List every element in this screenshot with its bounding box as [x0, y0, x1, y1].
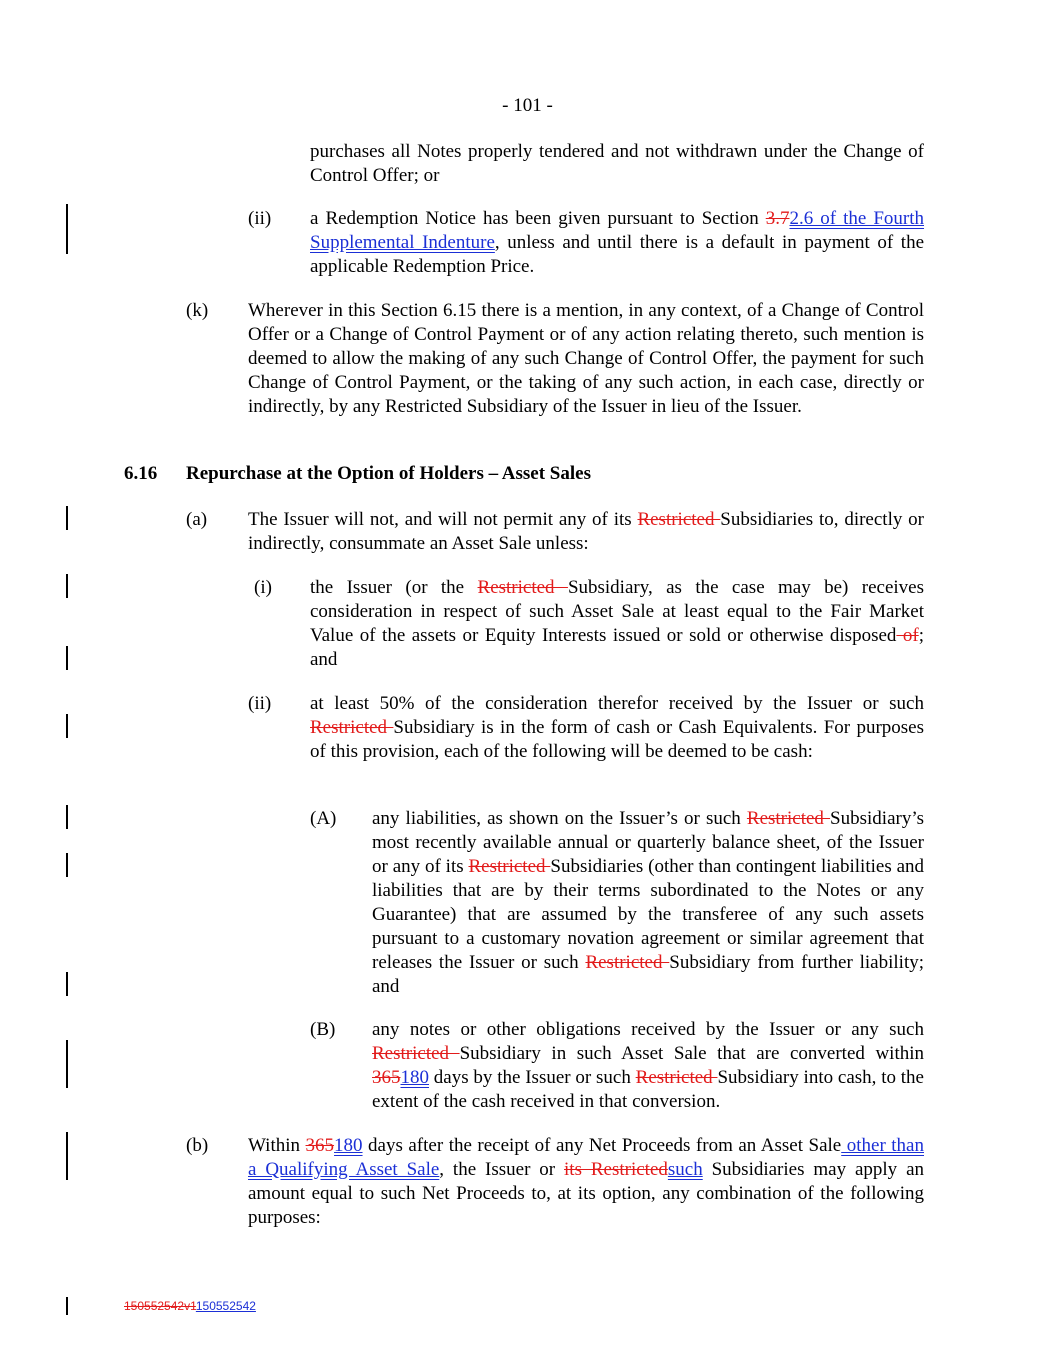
clause-label-i: (i)	[254, 577, 272, 598]
inserted-text: 180	[334, 1135, 363, 1156]
clause-ii-redemption-notice	[310, 207, 924, 279]
deleted-text: 150552542v1	[124, 1299, 196, 1313]
inserted-text: 180	[400, 1067, 429, 1088]
clause-text: , the Issuer or	[439, 1159, 565, 1180]
clause-k	[248, 299, 924, 419]
paragraph-continuation	[310, 140, 924, 188]
clause-text: Subsidiary from further liability; and	[372, 952, 925, 997]
inserted-text: other than a Qualifying Asset Sale	[248, 1135, 924, 1180]
clause-text: Subsidiary in such Asset Sale that are converted within	[459, 1043, 924, 1064]
clause-text: a Redemption Notice has been given pursuant to Section	[310, 208, 766, 229]
deleted-text: Restricted	[372, 1043, 460, 1064]
clause-ii-consideration	[310, 692, 924, 764]
change-bar	[66, 574, 68, 598]
deleted-text: Restricted	[310, 717, 394, 738]
deleted-text: Restricted	[746, 808, 831, 829]
change-bar	[66, 1132, 68, 1180]
clause-B	[372, 1018, 924, 1114]
clause-text: days by the Issuer or such	[429, 1067, 636, 1088]
clause-text: Subsidiaries (other than contingent liabilities and liabilities that are by their terms subordinated to the Notes or any Guarantee) that are assumed by the transferee of any such assets pursuant to a customary novation agreement or similar agreement that releases the Issuer or such	[372, 856, 925, 973]
deleted-text: 365	[305, 1135, 335, 1156]
deleted-text: Restricted	[468, 856, 551, 877]
footer-document-id	[124, 1299, 256, 1313]
clause-text: Within	[248, 1135, 306, 1156]
change-bar	[66, 506, 68, 530]
clause-text: Subsidiary is in the form of cash or Cash Equivalents. For purposes of this provision, each of the following will be deemed to be cash:	[310, 717, 925, 762]
change-bar	[66, 805, 68, 829]
clause-text: Subsidiary, as the case may be) receives consideration in respect of such Asset Sale at least equal to the Fair Market Value of the assets or Equity Interests issued or sold or otherwise disposed	[310, 577, 924, 646]
clause-label-ii: (ii)	[248, 208, 272, 229]
clause-text: Subsidiaries may apply an amount equal to such Net Proceeds to, at its option, any combination of the following purposes:	[248, 1159, 925, 1228]
clause-text: Subsidiary into cash, to the extent of the cash received in that conversion.	[372, 1067, 924, 1112]
deleted-text: 3.7	[765, 208, 790, 229]
clause-a	[248, 508, 924, 556]
clause-label-b: (b)	[186, 1135, 209, 1156]
change-bar	[66, 204, 68, 254]
clause-label-a: (a)	[186, 509, 208, 530]
clause-text: any notes or other obligations received by the Issuer or any such	[372, 1019, 924, 1040]
section-title: Repurchase at the Option of Holders – Asset Sales	[186, 463, 591, 484]
clause-label-k: (k)	[186, 300, 209, 321]
clause-label-A: (A)	[310, 808, 337, 829]
clause-text: Subsidiaries to, directly or indirectly, consummate an Asset Sale unless:	[248, 509, 924, 554]
clause-text: days after the receipt of any Net Proceeds from an Asset Sale	[362, 1135, 842, 1156]
clause-text: ; and	[310, 625, 924, 670]
change-bar	[66, 972, 68, 996]
page-number: - 101 -	[502, 95, 553, 116]
clause-text: Subsidiary’s most recently available annual or quarterly balance sheet, of the Issuer or any of its	[372, 808, 924, 877]
deleted-text: its Restricted	[564, 1159, 668, 1180]
change-bar	[66, 1297, 68, 1315]
deleted-text: Restricted	[635, 1067, 718, 1088]
inserted-text: 2.6 of the Fourth Supplemental Indenture	[310, 208, 925, 253]
clause-i	[310, 576, 924, 672]
deleted-text: Restricted	[637, 509, 721, 530]
section-number: 6.16	[124, 463, 158, 484]
deleted-text: 365	[372, 1067, 401, 1088]
deleted-text: Restricted	[477, 577, 568, 598]
change-bar	[66, 714, 68, 738]
clause-text: any liabilities, as shown on the Issuer’s or such	[372, 808, 747, 829]
change-bar	[66, 853, 68, 877]
change-bar	[66, 646, 68, 670]
inserted-text: such	[667, 1159, 703, 1180]
clause-A	[372, 807, 924, 999]
clause-label-ii: (ii)	[248, 693, 272, 714]
deleted-text: of	[896, 625, 919, 646]
clause-b	[248, 1134, 924, 1230]
clause-text: , unless and until there is a default in payment of the applicable Redemption Price.	[310, 232, 924, 277]
deleted-text: Restricted	[585, 952, 670, 973]
clause-text: the Issuer (or the	[310, 577, 478, 598]
clause-label-B: (B)	[310, 1019, 336, 1040]
paragraph-text: purchases all Notes properly tendered and not withdrawn under the Change of Control Offer; or	[310, 141, 924, 186]
change-bar	[66, 1040, 68, 1088]
clause-text: The Issuer will not, and will not permit any of its	[248, 509, 638, 530]
clause-text: at least 50% of the consideration therefor received by the Issuer or such	[310, 693, 924, 714]
clause-text: Wherever in this Section 6.15 there is a mention, in any context, of a Change of Control Offer or a Change of Control Payment or of any action relating thereto, such mention is deemed to allow the making of any such Change of Control Offer, the payment for such Change of Control Payment, or the taking of any such action, in each case, directly or indirectly, by any Restricted Subsidiary of the Issuer in lieu of the Issuer.	[248, 300, 924, 417]
inserted-text: 150552542	[195, 1299, 256, 1313]
